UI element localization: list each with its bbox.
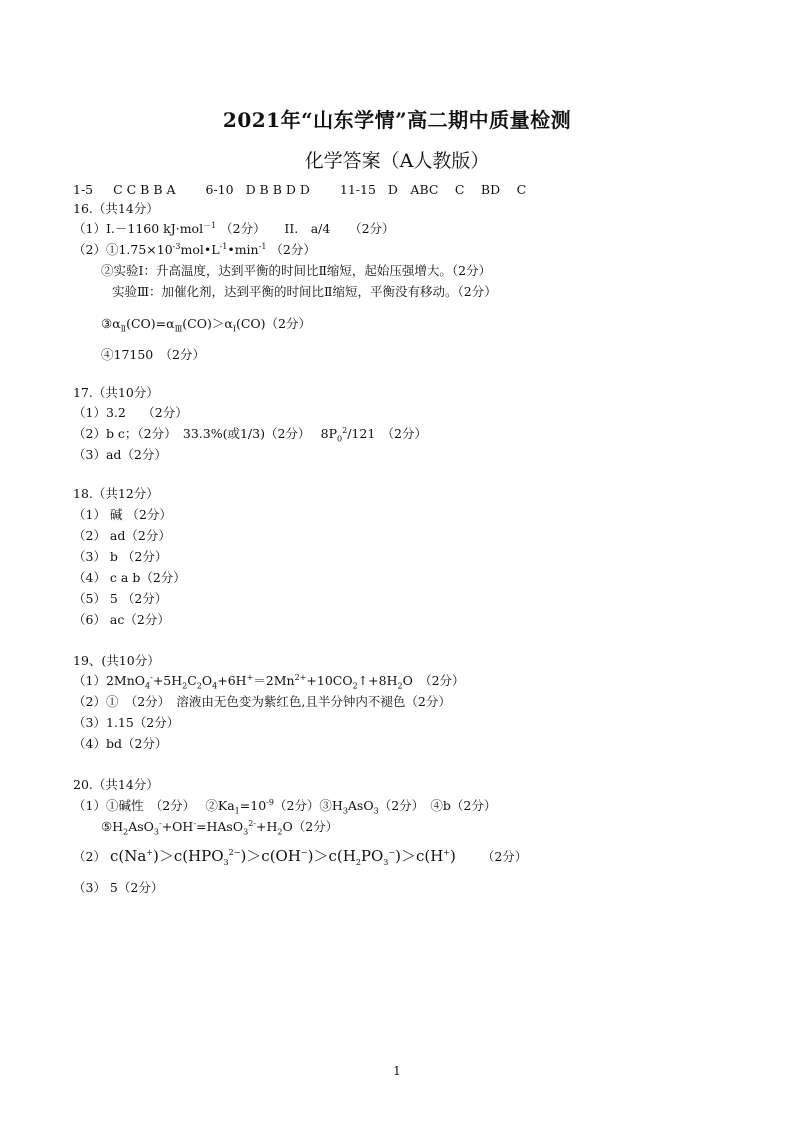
q20-line-3 [73, 848, 527, 865]
q20-l2-a: ⑤H [101, 819, 124, 834]
q16-l5-sub2: Ⅲ [174, 324, 183, 334]
q20-l1-sub2: 3 [342, 806, 348, 816]
q17-l2-b: /121 （2分） [347, 426, 427, 441]
q20-l2-sub1: 2 [123, 827, 129, 837]
q20-l2-sub3: 3 [243, 827, 249, 837]
q20-l2-e: +H [256, 819, 278, 834]
mc-group-3-answers: D ABC C BD C [387, 182, 527, 197]
q16-l5-sub3: Ⅰ [232, 324, 236, 334]
q18-line-6: （6） ac（2分） [73, 612, 170, 627]
q16-l2-sup2: -1 [219, 241, 228, 251]
q18-line-1: （1） 碱 （2分） [73, 507, 172, 522]
q17-l2-sub: 0 [337, 434, 343, 444]
q17-line-2 [73, 426, 427, 442]
q17-l2-sup: 2 [342, 425, 348, 435]
mc-group-1-label: 1-5 [73, 182, 94, 197]
q20-l2-sup1: - [159, 818, 162, 828]
q19-l1-sub4: 4 [212, 681, 218, 691]
q19-line-1 [73, 673, 465, 689]
q19-l1-c: C [187, 673, 197, 688]
q16-l2-score: （2分） [270, 242, 316, 257]
q20-l1-sub1: 1 [234, 806, 240, 816]
q16-l5-sub1: Ⅱ [120, 324, 127, 334]
q16-l5-d: (CO)（2分） [235, 316, 312, 331]
q20-l1-e: （2分） ④b（2分） [378, 798, 497, 813]
q20-l1-d: AsO [347, 798, 374, 813]
ion-concentration-equation [110, 847, 456, 865]
q20-line-4: （3） 5（2分） [73, 880, 164, 895]
q19-line-2: （2）① （2分） 溶液由无色变为紫红色,且半分钟内不褪色（2分） [73, 694, 451, 709]
q20-l2-sup2: - [193, 818, 197, 828]
q16-line-5 [101, 316, 311, 332]
q20-l3-sup3: − [300, 848, 308, 857]
q19-l1-g: +10CO [306, 673, 353, 688]
multiple-choice-answers [73, 182, 526, 198]
q20-l3-sub3: 3 [383, 858, 389, 867]
q20-l3-eq-e: PO [360, 847, 384, 865]
q18-line-5: （5） 5 （2分） [73, 591, 168, 606]
q19-l1-i: O （2分） [402, 673, 465, 688]
q19-l1-sub3: 2 [196, 681, 202, 691]
q20-l3-eq-a: c(Na [109, 847, 147, 865]
q16-line-1 [73, 221, 395, 237]
q20-header: 20.（共14分） [73, 777, 159, 792]
q19-line-3: （3）1.15（2分） [73, 715, 180, 730]
q19-line-4: （4）bd（2分） [73, 736, 168, 751]
page-number: 1 [393, 1064, 401, 1078]
q20-l2-f: O（2分） [282, 819, 339, 834]
q20-l1-sup1: -9 [266, 797, 274, 807]
mc-group-1-answers: C C B B A [113, 182, 176, 197]
q20-l2-c: +OH [161, 819, 194, 834]
q20-l1-c: （2分）③H [273, 798, 343, 813]
q19-l1-sup1: - [150, 672, 153, 682]
q17-line-1: （1）3.2 （2分） [73, 405, 188, 420]
q16-l2-sup1: -3 [172, 241, 181, 251]
q16-l2-b: mol•L [180, 242, 220, 257]
q16-l5-c: (CO)＞α [182, 316, 233, 331]
q20-line-1 [73, 798, 496, 814]
q20-l3-eq-g: ) [449, 847, 456, 865]
q16-l1-sup: －1 [203, 220, 217, 230]
mc-group-2-answers: D B B D D [245, 182, 310, 197]
q19-header: 19、(共10分） [73, 653, 160, 668]
q16-header: 16.（共14分） [73, 201, 159, 216]
q16-l2-c: •min [227, 242, 259, 257]
q16-l1-score: （2分） II. a/4 （2分） [220, 221, 395, 236]
q16-line-6: ④17150 （2分） [101, 347, 205, 362]
q20-l2-b: AsO [128, 819, 154, 834]
q20-l3-eq-d: )＞c(H [307, 847, 356, 865]
q16-l5-a: ③α [101, 316, 121, 331]
q19-l1-a: （1）2MnO [73, 673, 146, 688]
q20-l3-eq-c: )＞c(OH [240, 847, 301, 865]
q20-l3-sup2: 2− [228, 848, 241, 857]
q20-l3-sup5: + [443, 848, 450, 857]
q18-header: 18.（共12分） [73, 486, 159, 501]
q19-l1-sub5: 2 [352, 681, 358, 691]
q16-l5-b: (CO)=α [126, 316, 175, 331]
q16-l1-text: （1）I.－1160 kJ·mol [73, 221, 204, 236]
q20-l3-score: （2分） [481, 849, 528, 864]
q20-l3-sup4: − [388, 848, 396, 857]
q16-line-3: ②实验Ⅰ：升高温度，达到平衡的时间比Ⅱ缩短，起始压强增大。（2分） [101, 263, 492, 278]
q20-l2-sup3: 2- [248, 818, 256, 828]
q18-line-3: （3） b （2分） [73, 549, 168, 564]
q19-l1-b: +5H [152, 673, 183, 688]
mc-group-3-label: 11-15 [339, 182, 376, 197]
q20-line-2 [101, 819, 338, 835]
q19-l1-d: O [201, 673, 213, 688]
q19-l1-sub6: 2 [397, 681, 403, 691]
q16-l2-sup3: -1 [258, 241, 267, 251]
q19-l1-f: ＝2Mn [253, 673, 295, 688]
q20-l3-sub2: 2 [355, 858, 361, 867]
q17-l2-a: （2）b c；（2分） 33.3%(或1/3)（2分） 8P [73, 426, 338, 441]
document-title: 2021年“山东学情”高二期中质量检测 [222, 108, 572, 132]
q19-l1-sub1: 4 [145, 681, 151, 691]
q20-l3-eq-b: )＞c(HPO [152, 847, 224, 865]
q17-line-3: （3）ad（2分） [73, 447, 167, 462]
q20-l2-sub2: 3 [153, 827, 159, 837]
q20-l3-eq-f: )＞c(H [395, 847, 444, 865]
q16-line-4: 实验Ⅲ：加催化剂，达到平衡的时间比Ⅱ缩短，平衡没有移动。（2分） [112, 284, 497, 299]
q19-l1-h: ↑+8H [357, 673, 398, 688]
mc-group-2-label: 6-10 [205, 182, 234, 197]
q20-l3-sup1: + [146, 848, 153, 857]
q19-l1-e: +6H [217, 673, 247, 688]
q17-header: 17.（共10分） [73, 385, 159, 400]
q20-l1-b: =10 [239, 798, 267, 813]
q20-l3-label: （2） [73, 849, 106, 864]
q20-l2-sub4: 2 [277, 827, 283, 837]
q20-l1-sub3: 3 [373, 806, 379, 816]
q19-l1-sup2: + [246, 672, 254, 682]
q20-l2-d: =HAsO [196, 819, 244, 834]
q19-l1-sup3: 2+ [294, 672, 307, 682]
q19-l1-sub2: 2 [182, 681, 188, 691]
q16-line-2 [73, 242, 316, 258]
document-subtitle: 化学答案（A人教版） [304, 150, 490, 172]
q20-l3-sub1: 3 [223, 858, 229, 867]
q20-l1-a: （1）①碱性 （2分） ②Ka [73, 798, 235, 813]
q16-l2-a: （2）①1.75×10 [73, 242, 173, 257]
q18-line-2: （2） ad（2分） [73, 528, 171, 543]
q18-line-4: （4） c a b（2分） [73, 570, 186, 585]
